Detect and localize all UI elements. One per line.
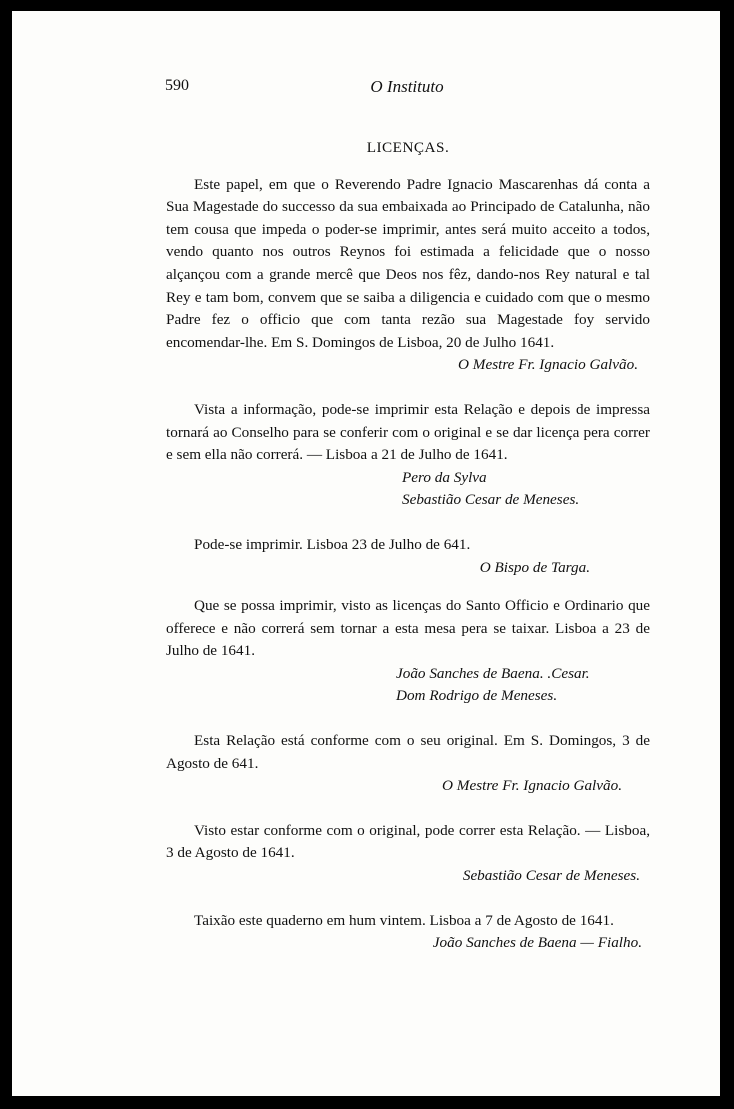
signature-block <box>166 467 650 512</box>
license-paragraph: Que se possa imprimir, visto as licenças do Santo Officio e Ordinario que offerece e não correrá sem tornar a esta mesa pera se taixar. Lisboa a 23 de Julho de 1641. <box>166 597 650 660</box>
signature-block <box>166 663 650 708</box>
running-title: O Instituto <box>370 77 444 96</box>
signature: João Sanches de Baena. .Cesar. <box>396 664 590 682</box>
license-paragraph: Este papel, em que o Reverendo Padre Ignacio Mascarenhas dá conta a Sua Magestade do successo da sua embaixada ao Principado de Catalunha, não tem cousa que impeda o poder-se imprimir, antes será muito acceito a todos, vendo quanto nos outros Reynos foi estimada a felicidade que o nosso alçançou com a grande mercê que Deos nos fêz, dando-nos Rey natural e tal Rey e tam bom, convem que se saiba a diligencia e cuidado com que o mesmo Padre fez o officio que com tanta rezão sua Magestade foy servido encomendar-lhe. Em S. Domingos de Lisboa, 20 de Julho 1641. <box>166 175 650 351</box>
license-paragraph: Pode-se imprimir. Lisboa 23 de Julho de 641. <box>194 535 471 553</box>
signature: João Sanches de Baena — Fialho. <box>432 934 642 952</box>
signature: Sebastião Cesar de Meneses. <box>402 491 580 509</box>
license-paragraph: Esta Relação está conforme com o seu original. Em S. Domingos, 3 de Agosto de 641. <box>166 732 650 772</box>
license-paragraph: Vista a informação, pode-se imprimir esta Relação e depois de impressa tornará ao Conselho para se conferir com o original e se dar licença pera correr e sem ella não correrá. — Lisboa a 21 de Julho de 1641. <box>166 400 650 464</box>
section-title: LICENÇAS. <box>366 139 450 156</box>
page-body <box>166 137 650 955</box>
signature: O Mestre Fr. Ignacio Galvão. <box>442 777 622 795</box>
signature: Sebastião Cesar de Meneses. <box>462 867 640 885</box>
license-paragraph: Taixão este quaderno em hum vintem. Lisboa a 7 de Agosto de 1641. <box>194 911 614 929</box>
signature: Pero da Sylva <box>402 468 487 486</box>
signature: O Bispo de Targa. <box>479 558 590 576</box>
license-paragraph: Visto estar conforme com o original, pode correr esta Relação. — Lisboa, 3 de Agosto de 1641. <box>166 821 650 862</box>
book-page <box>12 11 720 1096</box>
page-number: 590 <box>165 77 189 94</box>
signature: O Mestre Fr. Ignacio Galvão. <box>458 356 638 374</box>
signature: Dom Rodrigo de Meneses. <box>396 687 558 705</box>
